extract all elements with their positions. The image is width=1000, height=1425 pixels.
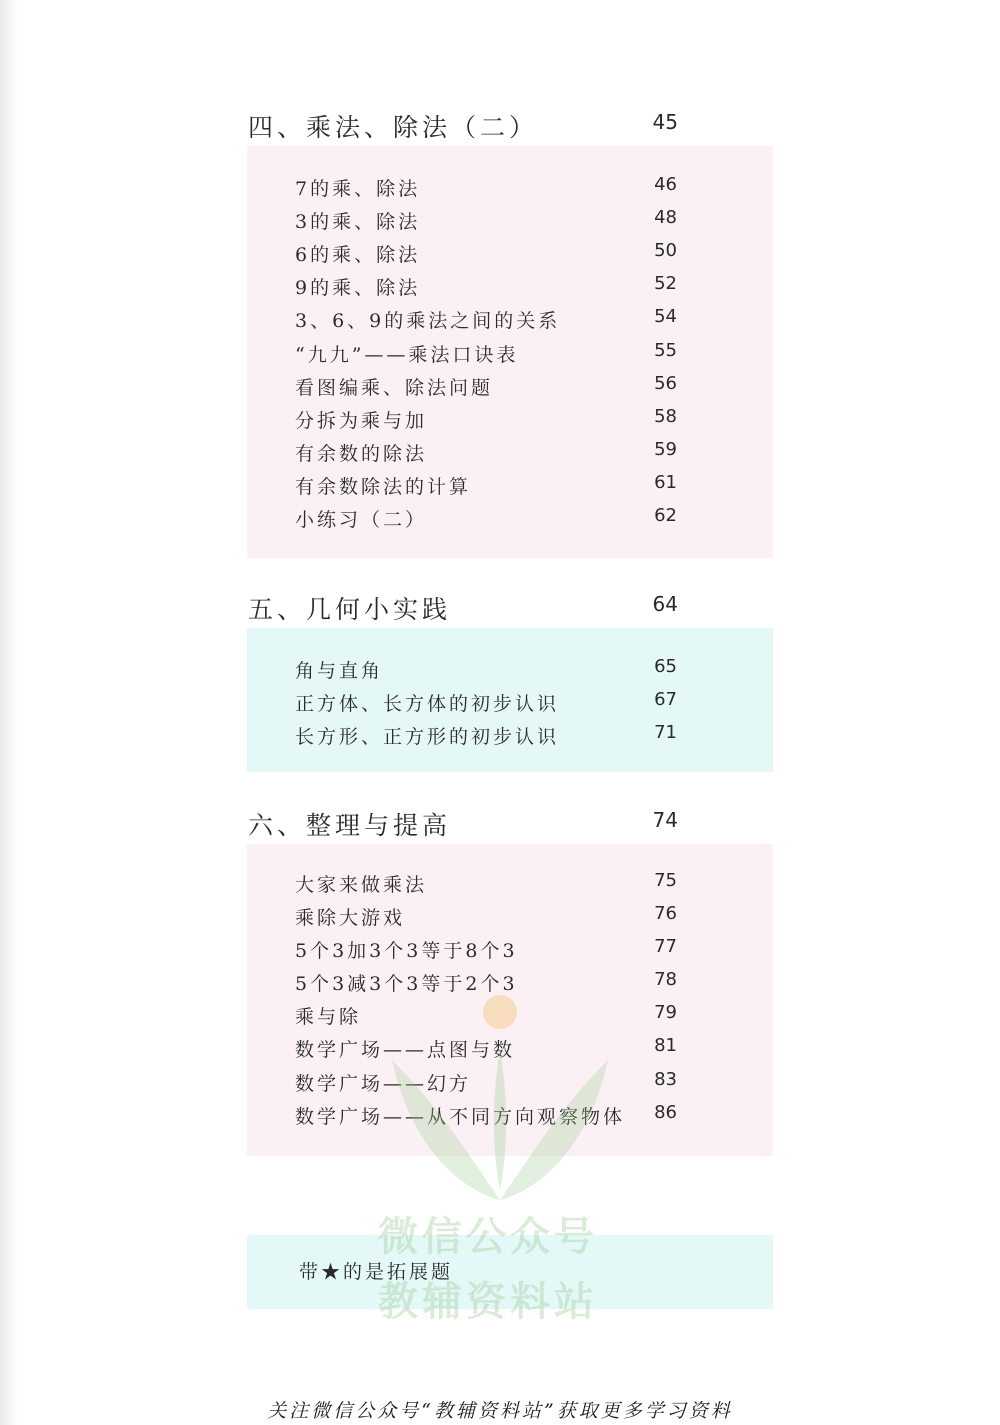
toc-entry-page: 76 [654,903,677,924]
toc-entry-label: 乘与除 [295,1006,362,1028]
toc-entry-page: 50 [654,240,677,261]
toc-entry-page: 56 [654,373,677,394]
toc-entry-page: 54 [654,306,677,327]
toc-entry-page: 79 [654,1002,677,1023]
toc-entry[interactable] [295,273,677,303]
toc-entry-page: 77 [654,936,677,957]
toc-entry-label: 正方体、长方体的初步认识 [295,693,560,715]
toc-entry[interactable] [295,656,677,686]
toc-entry[interactable] [295,240,677,270]
toc-entry[interactable] [295,439,677,469]
toc-entry-page: 58 [654,406,677,427]
toc-entry-label: 大家来做乘法 [295,874,428,896]
toc-entry-label: 9的乘、除法 [295,277,421,299]
toc-entry-page: 65 [654,656,677,677]
toc-entry[interactable] [295,207,677,237]
toc-entry-page: 52 [654,273,677,294]
toc-entry-label: 6的乘、除法 [295,244,421,266]
toc-entry-label: 长方形、正方形的初步认识 [295,726,560,748]
toc-entry-label: 角与直角 [295,660,384,682]
toc-entry-label: 有余数的除法 [295,443,428,465]
toc-entry-label: 分拆为乘与加 [295,410,428,432]
chapter-4-page: 45 [652,110,678,134]
toc-entry[interactable] [295,1002,677,1032]
toc-entry[interactable] [295,936,677,966]
toc-entry[interactable] [295,174,677,204]
chapter-5-page: 64 [652,592,678,616]
toc-entry-page: 86 [654,1102,677,1123]
chapter-6-title: 六、整理与提高 [248,811,452,840]
watermark-line-2: 教辅资料站 [378,1279,598,1325]
toc-entry-page: 78 [654,969,677,990]
toc-entry-label: 5个3减3个3等于2个3 [295,973,518,995]
chapter-5-heading[interactable] [248,590,678,630]
toc-entry-page: 62 [654,505,677,526]
toc-entry[interactable] [295,406,677,436]
extension-note: 带★的是拓展题 [299,1261,454,1283]
toc-entry-page: 61 [654,472,677,493]
toc-entry[interactable] [295,1102,677,1132]
footer-promo-text: 关注微信公众号“教辅资料站”获取更多学习资料 [267,1400,733,1422]
toc-entry-page: 59 [654,439,677,460]
toc-entry[interactable] [295,505,677,535]
chapter-6-heading[interactable] [248,806,678,846]
chapter-4-heading[interactable] [248,108,678,148]
toc-entry-page: 75 [654,870,677,891]
toc-entry[interactable] [295,1035,677,1065]
toc-entry[interactable] [295,722,677,752]
toc-entry-label: 3、6、9的乘法之间的关系 [295,310,561,332]
toc-entry[interactable] [295,903,677,933]
chapter-4-title: 四、乘法、除法（二） [248,113,539,142]
toc-entry-label: 数学广场——点图与数 [295,1039,516,1061]
toc-entry-label: 小练习（二） [295,509,428,531]
toc-entry-label: 数学广场——幻方 [295,1073,472,1095]
toc-entry[interactable] [295,306,677,336]
toc-entry-page: 81 [654,1035,677,1056]
toc-entry-label: 有余数除法的计算 [295,476,472,498]
chapter-6-page: 74 [652,808,678,832]
watermark-line-1: 微信公众号 [378,1214,598,1260]
chapter-4-contents-box [247,146,773,558]
toc-entry-label: “九九”——乘法口诀表 [295,344,519,366]
toc-entry-label: 5个3加3个3等于8个3 [295,940,518,962]
toc-entry[interactable] [295,870,677,900]
toc-entry-page: 67 [654,689,677,710]
toc-entry[interactable] [295,969,677,999]
toc-entry[interactable] [295,373,677,403]
toc-entry[interactable] [295,689,677,719]
chapter-5-title: 五、几何小实践 [248,595,452,624]
toc-entry-label: 乘除大游戏 [295,907,406,929]
toc-entry-page: 71 [654,722,677,743]
toc-entry-page: 83 [654,1069,677,1090]
toc-entry-page: 46 [654,174,677,195]
toc-entry-label: 3的乘、除法 [295,211,421,233]
toc-entry[interactable] [295,472,677,502]
toc-entry[interactable] [295,340,677,370]
chapter-6-contents-box [247,844,773,1156]
toc-entry-page: 55 [654,340,677,361]
chapter-5-contents-box [247,628,773,772]
toc-entry[interactable] [295,1069,677,1099]
page-edge-shadow [0,0,18,1425]
toc-entry-label: 数学广场——从不同方向观察物体 [295,1106,626,1128]
toc-entry-page: 48 [654,207,677,228]
toc-entry-label: 7的乘、除法 [295,178,421,200]
toc-entry-label: 看图编乘、除法问题 [295,377,494,399]
